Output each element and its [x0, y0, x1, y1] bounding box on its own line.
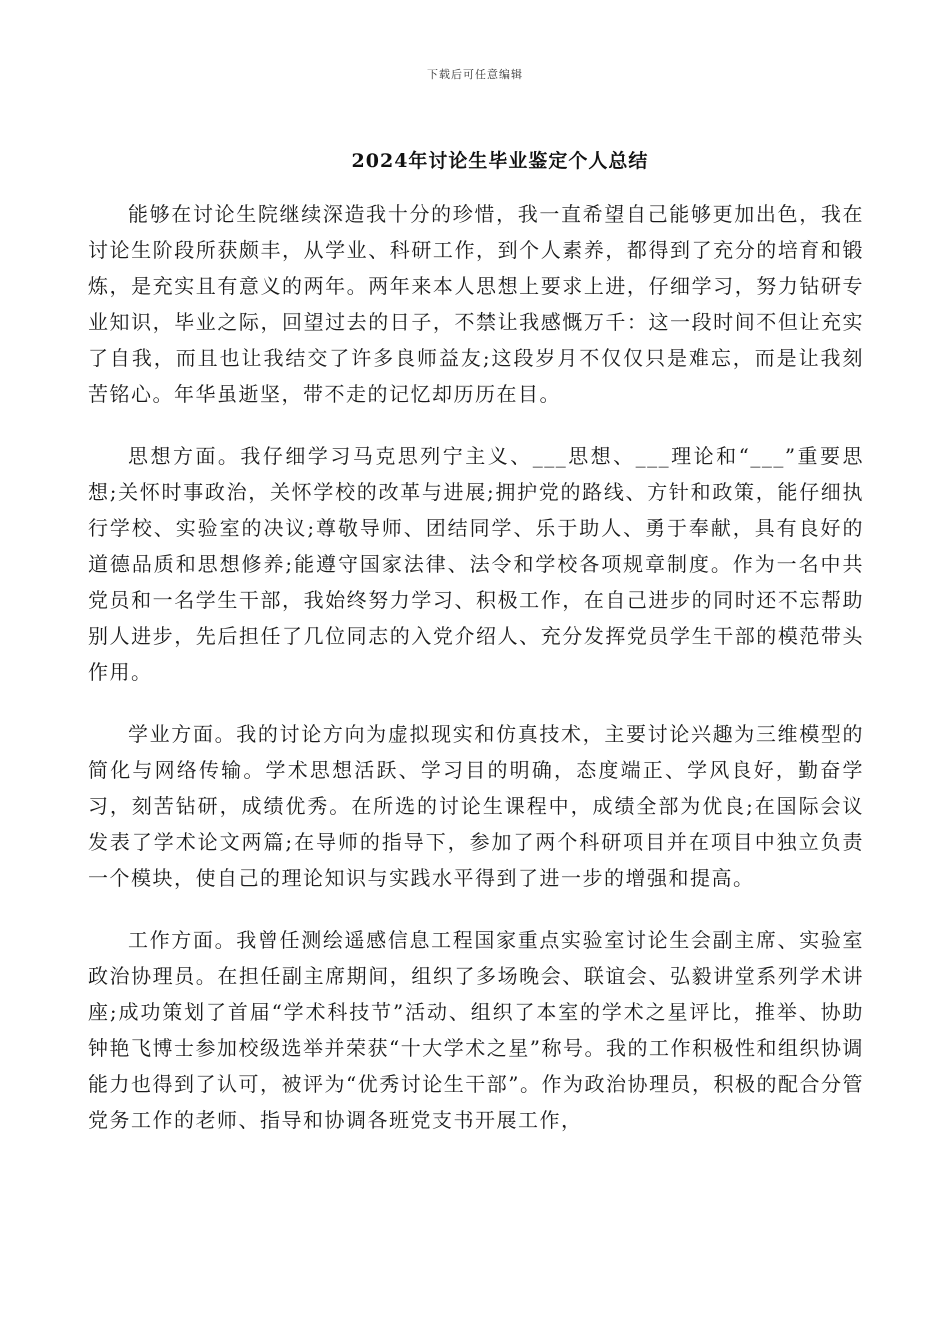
- paragraph-ideology: 思想方面。我仔细学习马克思列宁主义、___思想、___理论和“___”重要思想;关怀时事政治，关怀学校的改革与进展;拥护党的路线、方针和政策，能仔细执行学校、实验室的决议;尊敬导师、团结同学、乐于助人、勇于奉献，具有良好的道德品质和思想修养;能遵守国家法律、法令和学校各项规章制度。作为一名中共党员和一名学生干部，我始终努力学习、积极工作，在自己进步的同时还不忘帮助别人进步，先后担任了几位同志的入党介绍人、充分发挥党员学生干部的模范带头作用。: [88, 444, 864, 684]
- document-body: [88, 196, 864, 1164]
- document-title: 2024年讨论生毕业鉴定个人总结: [351, 150, 649, 172]
- paragraph-work: 工作方面。我曾任测绘遥感信息工程国家重点实验室讨论生会副主席、实验室政治协理员。在担任副主席期间，组织了多场晚会、联谊会、弘毅讲堂系列学术讲座;成功策划了首届“学术科技节”活动、组织了本室的学术之星评比，推举、协助钟艳飞博士参加校级选举并荣获“十大学术之星”称号。我的工作积极性和组织协调能力也得到了认可，被评为“优秀讨论生干部”。作为政治协理员，积极的配合分管党务工作的老师、指导和协调各班党支书开展工作，: [88, 928, 864, 1132]
- paragraph-intro: 能够在讨论生院继续深造我十分的珍惜，我一直希望自己能够更加出色，我在讨论生阶段所获颇丰，从学业、科研工作，到个人素养，都得到了充分的培育和锻炼，是充实且有意义的两年。两年来本人思想上要求上进，仔细学习，努力钻研专业知识，毕业之际，回望过去的日子，不禁让我感慨万千：这一段时间不但让充实了自我，而且也让我结交了许多良师益友;这段岁月不仅仅只是难忘，而是让我刻苦铭心。年华虽逝坚，带不走的记忆却历历在目。: [88, 202, 864, 406]
- header-note: 下载后可任意编辑: [427, 68, 523, 81]
- paragraph-academics: 学业方面。我的讨论方向为虚拟现实和仿真技术，主要讨论兴趣为三维模型的简化与网络传输。学术思想活跃、学习目的明确，态度端正、学风良好，勤奋学习，刻苦钻研，成绩优秀。在所选的讨论生课程中，成绩全部为优良;在国际会议发表了学术论文两篇;在导师的指导下，参加了两个科研项目并在项目中独立负责一个模块，使自己的理论知识与实践水平得到了进一步的增强和提高。: [88, 722, 864, 890]
